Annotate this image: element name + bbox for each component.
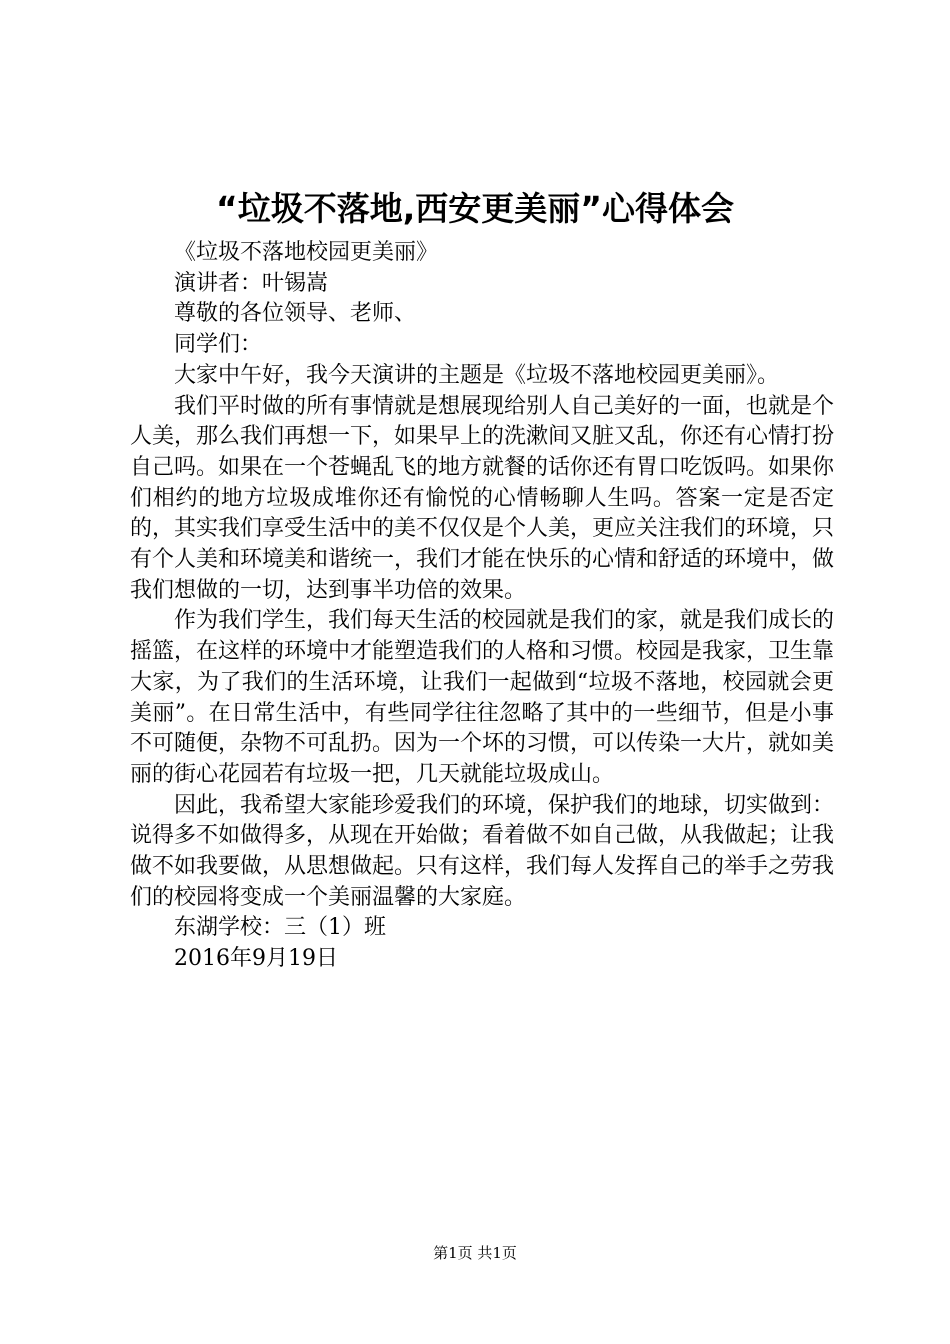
speech-title: 《垃圾不落地校园更美丽》: [174, 240, 439, 265]
salutation-line-1: 尊敬的各位领导、老师、: [174, 301, 417, 327]
date-line: 2016年9月19日: [174, 946, 338, 972]
speaker-line: 演讲者：叶锡嵩: [174, 270, 329, 296]
document-title: “垃圾不落地,西安更美丽”心得体会: [216, 189, 734, 228]
page-footer: 第1页 共1页: [433, 1244, 517, 1262]
school-line: 东湖学校：三（1）班: [174, 915, 386, 941]
paragraph-4: 因此，我希望大家能珍爱我们的环境，保护我们的地球，切实做到：说得多不如做得多，从现在开始做；看着做不如自己做，从我做起；让我做不如我要做，从思想做起。只有这样，我们每人发挥自己的举手之劳我们的校园将变成一个美丽温馨的大家庭。: [130, 792, 835, 910]
paragraph-1: 大家中午好，我今天演讲的主题是《垃圾不落地校园更美丽》。: [174, 362, 780, 388]
paragraph-3: 作为我们学生，我们每天生活的校园就是我们的家，就是我们成长的摇篮，在这样的环境中才能塑造我们的人格和习惯。校园是我家，卫生靠大家，为了我们的生活环境，让我们一起做到“垃圾不落地，校园就会更美丽”。在日常生活中，有些同学往往忽略了其中的一些细节，但是小事不可随便，杂物不可乱扔。因为一个坏的习惯，可以传染一大片，就如美丽的街心花园若有垃圾一把，几天就能垃圾成山。: [130, 608, 835, 787]
paragraph-2: 我们平时做的所有事情就是想展现给别人自己美好的一面，也就是个人美，那么我们再想一下，如果早上的洗漱间又脏又乱，你还有心情打扮自己吗。如果在一个苍蝇乱飞的地方就餐的话你还有胃口吃饭吗。如果你们相约的地方垃圾成堆你还有愉悦的心情畅聊人生吗。答案一定是否定的，其实我们享受生活中的美不仅仅是个人美，更应关注我们的环境，只有个人美和环境美和谐统一，我们才能在快乐的心情和舒适的环境中，做我们想做的一切，达到事半功倍的效果。: [130, 393, 835, 603]
document-body: [130, 238, 834, 975]
salutation-line-2: 同学们：: [174, 332, 263, 358]
